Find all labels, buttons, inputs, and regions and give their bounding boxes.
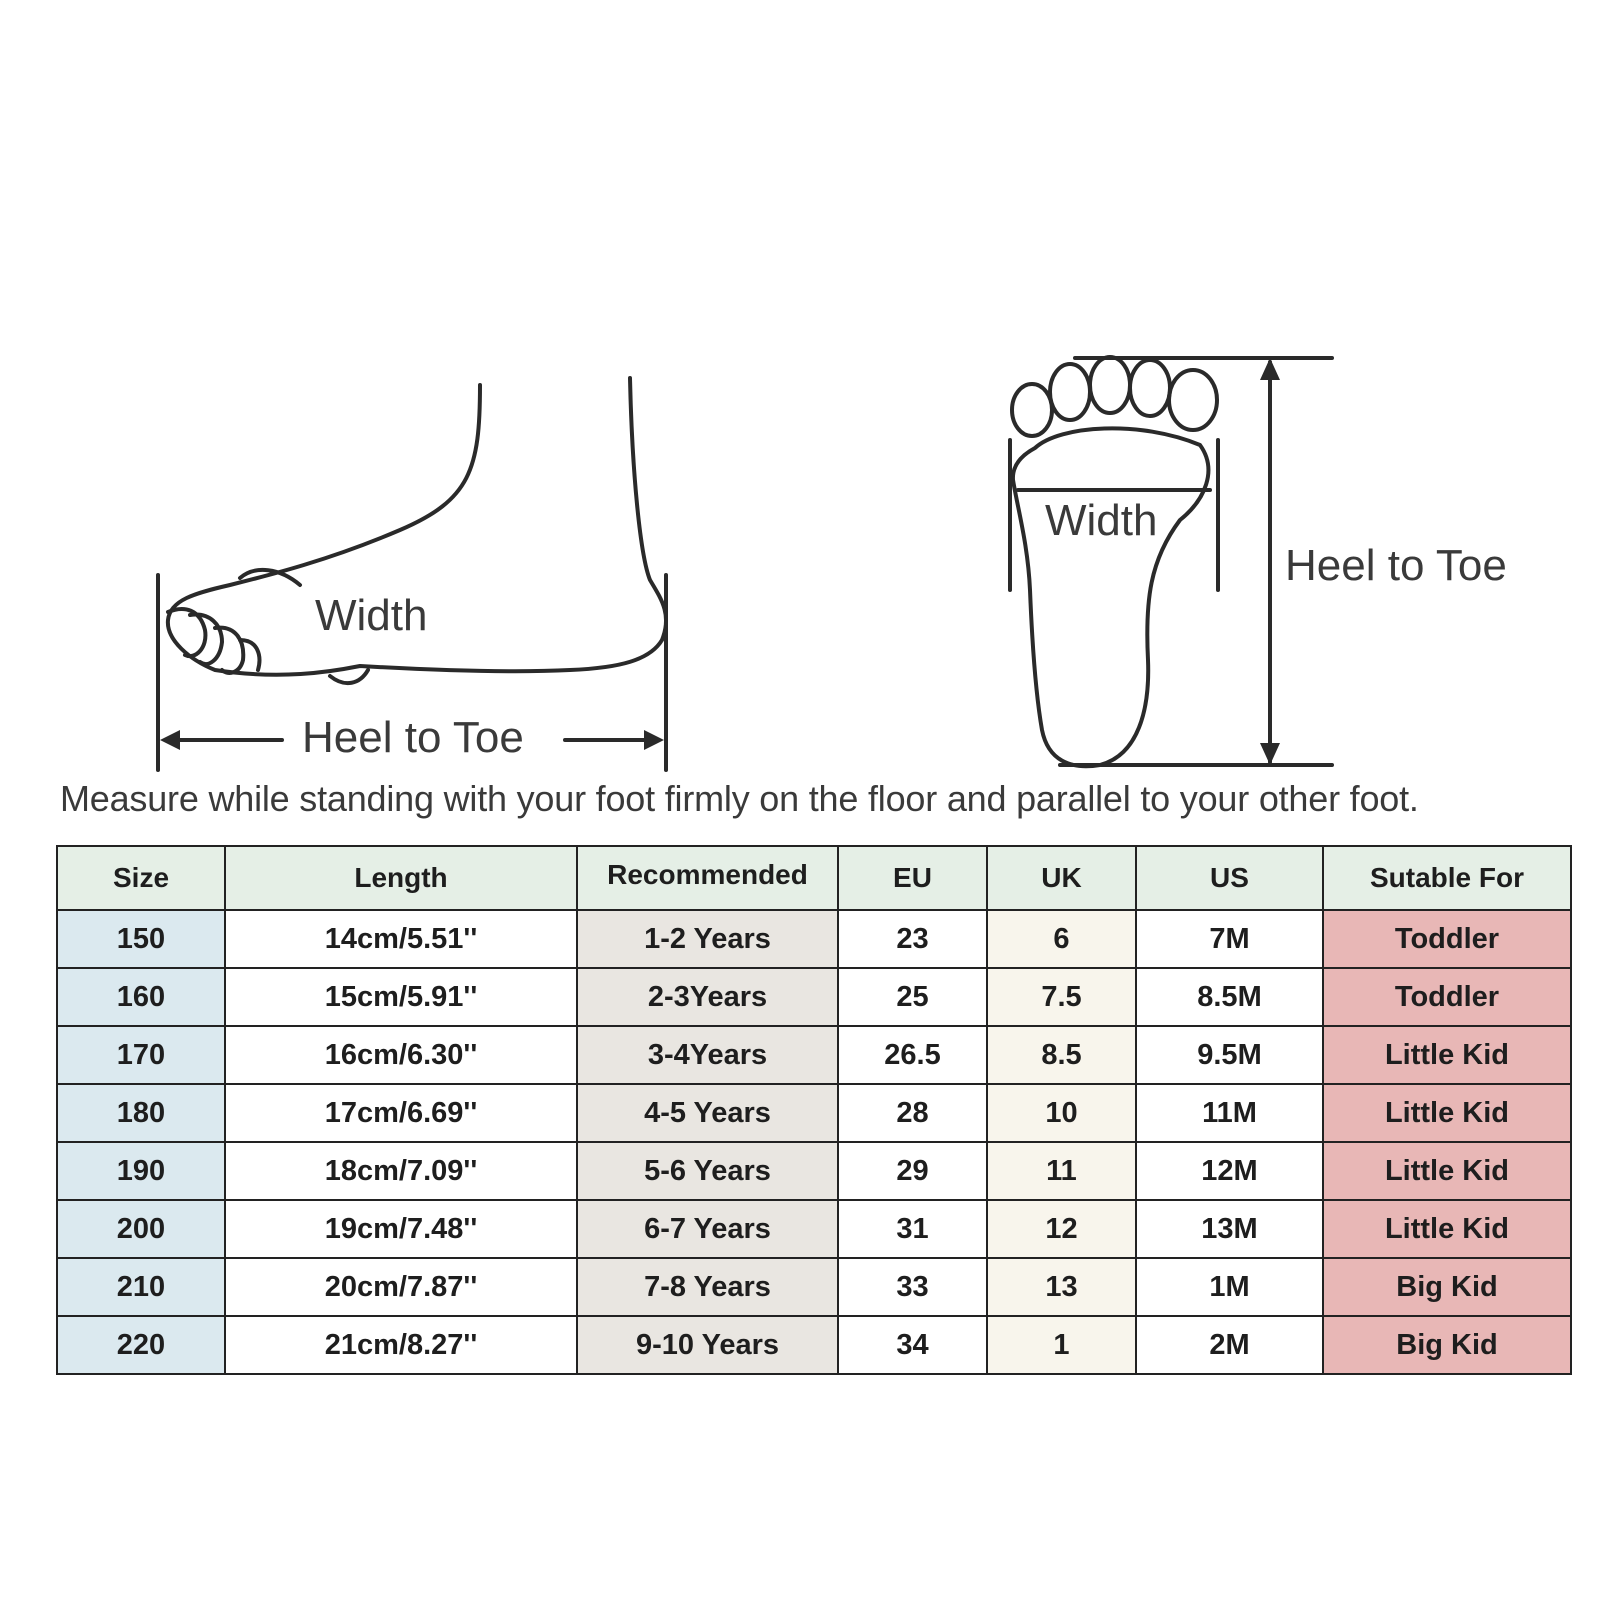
cell-length: 18cm/7.09''	[225, 1142, 577, 1200]
foot-measurement-diagram	[0, 0, 1600, 780]
cell-us: 12M	[1136, 1142, 1323, 1200]
cell-uk: 1	[987, 1316, 1136, 1374]
sole-heel-to-toe-label: Heel to Toe	[1285, 541, 1507, 590]
cell-eu: 25	[838, 968, 987, 1026]
cell-recommended: 9-10 Years	[577, 1316, 838, 1374]
header-eu: EU	[838, 846, 987, 910]
cell-size: 220	[57, 1316, 225, 1374]
cell-us: 2M	[1136, 1316, 1323, 1374]
cell-suitable-for: Little Kid	[1323, 1084, 1571, 1142]
cell-us: 7M	[1136, 910, 1323, 968]
cell-us: 13M	[1136, 1200, 1323, 1258]
cell-uk: 10	[987, 1084, 1136, 1142]
cell-recommended: 6-7 Years	[577, 1200, 838, 1258]
side-heel-to-toe-label: Heel to Toe	[302, 713, 524, 762]
cell-recommended: 3-4Years	[577, 1026, 838, 1084]
header-uk: UK	[987, 846, 1136, 910]
cell-eu: 31	[838, 1200, 987, 1258]
cell-recommended: 5-6 Years	[577, 1142, 838, 1200]
sole-view-foot-illustration	[1010, 357, 1507, 766]
cell-size: 190	[57, 1142, 225, 1200]
cell-eu: 34	[838, 1316, 987, 1374]
cell-recommended: 4-5 Years	[577, 1084, 838, 1142]
cell-eu: 28	[838, 1084, 987, 1142]
table-row	[57, 968, 1571, 1026]
cell-size: 160	[57, 968, 225, 1026]
cell-uk: 6	[987, 910, 1136, 968]
cell-size: 150	[57, 910, 225, 968]
cell-length: 14cm/5.51''	[225, 910, 577, 968]
header-suitable-for: Sutable For	[1323, 846, 1571, 910]
cell-suitable-for: Big Kid	[1323, 1316, 1571, 1374]
table-header-row	[57, 846, 1571, 910]
cell-eu: 33	[838, 1258, 987, 1316]
cell-length: 20cm/7.87''	[225, 1258, 577, 1316]
table-row	[57, 1084, 1571, 1142]
table-row	[57, 1258, 1571, 1316]
cell-length: 21cm/8.27''	[225, 1316, 577, 1374]
table-row	[57, 1200, 1571, 1258]
cell-size: 200	[57, 1200, 225, 1258]
cell-recommended: 1-2 Years	[577, 910, 838, 968]
table-row	[57, 1316, 1571, 1374]
cell-us: 8.5M	[1136, 968, 1323, 1026]
cell-length: 16cm/6.30''	[225, 1026, 577, 1084]
header-length: Length	[225, 846, 577, 910]
cell-uk: 13	[987, 1258, 1136, 1316]
cell-suitable-for: Toddler	[1323, 968, 1571, 1026]
cell-eu: 23	[838, 910, 987, 968]
cell-suitable-for: Big Kid	[1323, 1258, 1571, 1316]
cell-us: 9.5M	[1136, 1026, 1323, 1084]
side-view-foot-illustration	[158, 378, 666, 770]
cell-suitable-for: Little Kid	[1323, 1200, 1571, 1258]
cell-suitable-for: Little Kid	[1323, 1026, 1571, 1084]
cell-suitable-for: Toddler	[1323, 910, 1571, 968]
measurement-instruction: Measure while standing with your foot firmly on the floor and parallel to your other foot.	[60, 778, 1419, 819]
cell-eu: 29	[838, 1142, 987, 1200]
table-row	[57, 1026, 1571, 1084]
cell-size: 170	[57, 1026, 225, 1084]
table-row	[57, 1142, 1571, 1200]
cell-uk: 7.5	[987, 968, 1136, 1026]
cell-suitable-for: Little Kid	[1323, 1142, 1571, 1200]
table-row	[57, 910, 1571, 968]
cell-uk: 12	[987, 1200, 1136, 1258]
cell-size: 210	[57, 1258, 225, 1316]
header-recommended: Recommended	[577, 846, 838, 910]
side-width-label: Width	[315, 591, 428, 640]
cell-uk: 8.5	[987, 1026, 1136, 1084]
sole-width-label: Width	[1045, 496, 1158, 545]
cell-us: 11M	[1136, 1084, 1323, 1142]
cell-eu: 26.5	[838, 1026, 987, 1084]
cell-size: 180	[57, 1084, 225, 1142]
cell-length: 15cm/5.91''	[225, 968, 577, 1026]
cell-uk: 11	[987, 1142, 1136, 1200]
cell-us: 1M	[1136, 1258, 1323, 1316]
header-size: Size	[57, 846, 225, 910]
size-chart-table	[56, 845, 1572, 1375]
cell-recommended: 2-3Years	[577, 968, 838, 1026]
cell-recommended: 7-8 Years	[577, 1258, 838, 1316]
header-us: US	[1136, 846, 1323, 910]
cell-length: 17cm/6.69''	[225, 1084, 577, 1142]
cell-length: 19cm/7.48''	[225, 1200, 577, 1258]
